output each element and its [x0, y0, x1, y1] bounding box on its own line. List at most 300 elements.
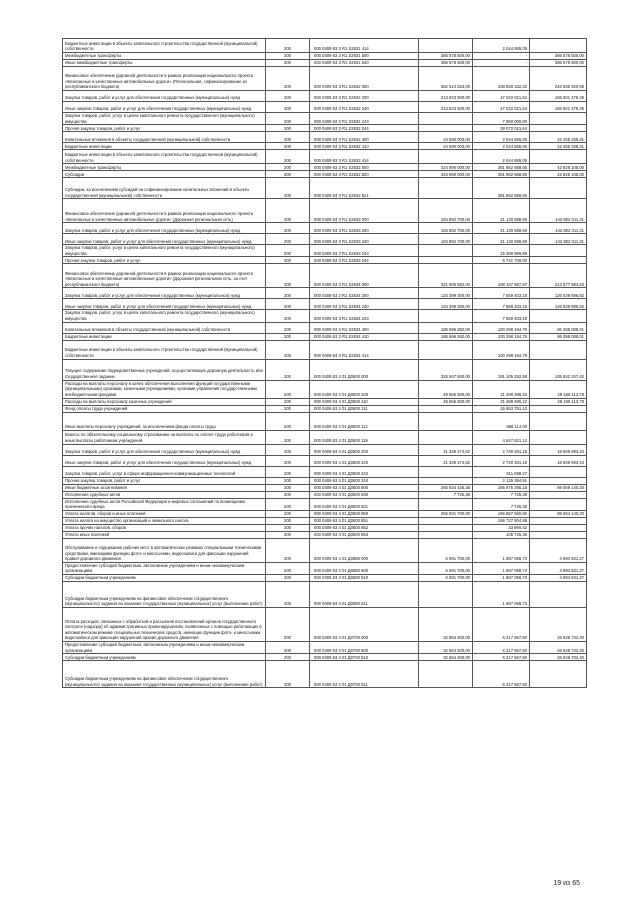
cell-approved-amount: 163 892 700,00	[419, 234, 473, 245]
cell-name: Уплата иных платежей	[63, 531, 266, 538]
cell-name: Межбюджетные трансферты	[63, 53, 266, 60]
budget-execution-table	[62, 38, 587, 688]
cell-name: Закупка товаров, работ и услуг для обеспечения государственных (муниципальных) нужд	[63, 444, 266, 455]
cell-name: Закупка товаров, работ и услуг для обеспечения государственных (муниципальных) нужд	[63, 223, 266, 234]
cell-classification-code: 000 0409 63 4 01 Д0580 000	[310, 538, 419, 562]
cell-line-code: 200	[266, 223, 310, 234]
cell-classification-code: 000 0409 63 4 01 Д0700 610	[310, 654, 419, 661]
cell-approved-amount	[419, 340, 473, 359]
cell-approved-amount: 6 691 700,00	[419, 538, 473, 562]
cell-name: Исполнение судебных актов	[63, 491, 266, 498]
table-row	[63, 398, 587, 405]
cell-approved-amount: 49 655 600,00	[419, 380, 473, 398]
cell-remaining-amount: 4 994 631,27	[530, 574, 587, 581]
cell-line-code: 200	[266, 234, 310, 245]
table-row	[63, 581, 587, 607]
cell-remaining-amount: 126 539 896,82	[530, 299, 587, 310]
table-row	[63, 340, 587, 359]
cell-remaining-amount	[530, 477, 587, 484]
cell-classification-code: 000 0409 63 3 R1 S2632 200	[310, 91, 419, 102]
cell-classification-code: 000 0409 63 4 01 Д0580 611	[310, 581, 419, 607]
cell-line-code: 200	[266, 405, 310, 412]
cell-name: Иные межбюджетные трансферты	[63, 60, 266, 67]
cell-executed-amount: 438 828 332,32	[473, 67, 530, 91]
table-row	[63, 125, 587, 132]
cell-remaining-amount	[530, 150, 587, 164]
cell-remaining-amount: 142 802 011,31	[530, 234, 587, 245]
cell-name: Капитальные вложения в объекты государственной (муниципальной) собственности	[63, 322, 266, 333]
table-row	[63, 102, 587, 113]
cell-remaining-amount	[530, 245, 587, 257]
table-row	[63, 257, 587, 264]
cell-executed-amount: 21 130 688,69	[473, 234, 530, 245]
cell-name: Закупка товаров, работ и услуг для обеспечения государственных (муниципальных) нужд	[63, 91, 266, 102]
cell-name: Субсидии бюджетным учреждениям на финансовое обеспечение государственного (муниципального) задания на оказание государственных (муниципальных) услуг (выполнение работ)	[63, 581, 266, 607]
cell-classification-code: 000 0409 63 3 R1 S2632 410	[310, 143, 419, 150]
cell-classification-code: 000 0409 63 4 01 Д0700 611	[310, 661, 419, 688]
cell-name: Закупка товаров, работ, услуг в целях капитального ремонта государственного (муниципального) имущества	[63, 310, 266, 322]
cell-name: Иные закупки товаров, работ и услуг для обеспечения государственных (муниципальных) нужд	[63, 102, 266, 113]
cell-remaining-amount: 89 059 140,20	[530, 484, 587, 491]
cell-remaining-amount: 26 546 732,40	[530, 607, 587, 641]
cell-approved-amount: 163 892 700,00	[419, 223, 473, 234]
cell-name: Расходы на выплаты персоналу казенных учреждений	[63, 398, 266, 405]
cell-classification-code: 000 0409 63 3 R1 S2634 414	[310, 340, 419, 359]
cell-executed-amount: 105 725,36	[473, 531, 530, 538]
cell-classification-code: 000 0409 63 3 R1 S2634 240	[310, 299, 419, 310]
cell-executed-amount: 611 088,27	[473, 466, 530, 477]
table-row	[63, 67, 587, 91]
cell-line-code: 200	[266, 538, 310, 562]
table-row	[63, 288, 587, 299]
cell-executed-amount: 15 953 751,13	[473, 405, 530, 412]
cell-line-code: 200	[266, 466, 310, 477]
cell-remaining-amount: 4 994 631,27	[530, 538, 587, 562]
cell-line-code: 200	[266, 150, 310, 164]
cell-remaining-amount: 4 994 631,27	[530, 562, 587, 574]
cell-remaining-amount: 166 601 478,36	[530, 102, 587, 113]
table-row	[63, 531, 587, 538]
cell-name: Субсидии бюджетным учреждениям на финансовое обеспечение государственного (муниципального) задания на оказание государственных (муниципальных) услуг (выполнение работ)	[63, 661, 266, 688]
cell-approved-amount	[419, 524, 473, 531]
cell-executed-amount: 1 687 068,73	[473, 581, 530, 607]
cell-line-code: 200	[266, 380, 310, 398]
cell-remaining-amount	[530, 310, 587, 322]
cell-approved-amount	[419, 498, 473, 510]
cell-remaining-amount: 126 539 896,82	[530, 288, 587, 299]
cell-line-code: 200	[266, 430, 310, 444]
cell-line-code: 200	[266, 125, 310, 132]
cell-name: Закупка товаров, работ, услуг в сфере информационно-коммуникационных технологий	[63, 466, 266, 477]
cell-line-code: 200	[266, 581, 310, 607]
cell-executed-amount: 47 022 021,64	[473, 91, 530, 102]
cell-executed-amount: 6 317 667,60	[473, 654, 530, 661]
cell-executed-amount: 15 388 969,89	[473, 245, 530, 257]
cell-classification-code: 000 0409 63 4 01 Д0500 100	[310, 380, 419, 398]
cell-line-code: 200	[266, 444, 310, 455]
cell-approved-amount: 134 399 300,00	[419, 299, 473, 310]
cell-approved-amount: 32 864 400,00	[419, 641, 473, 653]
cell-approved-amount	[419, 517, 473, 524]
cell-name: Прочая закупка товаров, работ и услуг	[63, 477, 266, 484]
cell-remaining-amount: 135 842 247,42	[530, 359, 587, 380]
cell-name: Иные выплаты персоналу учреждений, за исключением фонда оплаты труда	[63, 412, 266, 430]
cell-executed-amount: 2 044 665,05	[473, 39, 530, 53]
table-row	[63, 455, 587, 466]
cell-classification-code: 000 0409 63 3 R1 S2634 200	[310, 288, 419, 299]
cell-executed-amount: 381 862 658,65	[473, 164, 530, 171]
cell-line-code: 200	[266, 199, 310, 223]
cell-classification-code: 000 0409 63 4 01 Д0700 600	[310, 641, 419, 653]
cell-remaining-amount	[530, 405, 587, 412]
table-row	[63, 333, 587, 340]
cell-line-code: 200	[266, 67, 310, 91]
cell-classification-code: 000 0409 63 4 01 Д0500 119	[310, 430, 419, 444]
cell-name: Предоставление субсидий бюджетным, автономным учреждениям и иным некоммерческим организациям	[63, 562, 266, 574]
cell-approved-amount	[419, 245, 473, 257]
cell-remaining-amount: 386 578 500,00	[530, 53, 587, 60]
cell-remaining-amount: 42 828 105,00	[530, 171, 587, 178]
page-number: 19 из 65	[553, 880, 580, 887]
cell-approved-amount	[419, 531, 473, 538]
table-row	[63, 562, 587, 574]
cell-remaining-amount: 22 455 338,31	[530, 143, 587, 150]
cell-remaining-amount: 243 685 920,68	[530, 67, 587, 91]
cell-classification-code: 000 0409 63 4 01 Д0500 852	[310, 524, 419, 531]
table-row	[63, 430, 587, 444]
cell-name: Финансовое обеспечение дорожной деятельности в рамках реализации национального проекта «Безопасные и качественные автомобильные дороги» (Дорожная региональная сеть)	[63, 199, 266, 223]
cell-approved-amount: 682 514 253,00	[419, 67, 473, 91]
cell-approved-amount	[419, 661, 473, 688]
cell-approved-amount	[419, 257, 473, 264]
cell-line-code: 200	[266, 245, 310, 257]
table-row	[63, 223, 587, 234]
cell-approved-amount: 386 578 500,00	[419, 60, 473, 67]
cell-line-code: 200	[266, 340, 310, 359]
cell-executed-amount: 166 867 560,80	[473, 510, 530, 517]
cell-line-code: 200	[266, 412, 310, 430]
cell-executed-amount: 6 317 667,60	[473, 641, 530, 653]
cell-classification-code: 000 0409 63 3 R1 S2633 240	[310, 234, 419, 245]
cell-executed-amount: 166 727 804,88	[473, 517, 530, 524]
cell-classification-code: 000 0409 63 3 R1 S2632 414	[310, 150, 419, 164]
cell-line-code: 200	[266, 359, 310, 380]
cell-line-code: 200	[266, 484, 310, 491]
cell-classification-code: 000 0409 63 4 01 Д0500 831	[310, 498, 419, 510]
cell-classification-code: 000 0409 63 4 01 Д0500 853	[310, 531, 419, 538]
cell-line-code: 200	[266, 531, 310, 538]
table-row	[63, 171, 587, 178]
table-row	[63, 607, 587, 641]
cell-line-code: 200	[266, 498, 310, 510]
cell-classification-code: 000 0409 63 4 01 Д0500 830	[310, 491, 419, 498]
cell-line-code: 200	[266, 607, 310, 641]
cell-line-code: 200	[266, 164, 310, 171]
cell-approved-amount: 163 892 700,00	[419, 199, 473, 223]
table-row	[63, 477, 587, 484]
cell-name: Капитальные вложения в объекты государственной (муниципальной) собственности	[63, 132, 266, 143]
cell-executed-amount: -	[473, 60, 530, 67]
cell-executed-amount: 1 687 068,73	[473, 562, 530, 574]
table-row	[63, 164, 587, 171]
cell-approved-amount	[419, 477, 473, 484]
table-row	[63, 143, 587, 150]
table-row	[63, 661, 587, 688]
table-row	[63, 405, 587, 412]
cell-classification-code: 000 0409 63 3 R1 S2634 410	[310, 333, 419, 340]
cell-classification-code: 000 0409 63 3 R1 S2634 000	[310, 264, 419, 288]
cell-approved-amount: 321 695 582,00	[419, 264, 473, 288]
cell-remaining-amount	[530, 412, 587, 430]
cell-name: Субсидии бюджетным учреждениям	[63, 574, 266, 581]
cell-name: Иные закупки товаров, работ и услуг для обеспечения государственных (муниципальных) нужд	[63, 455, 266, 466]
table-row	[63, 234, 587, 245]
cell-executed-amount: 6 317 667,60	[473, 661, 530, 688]
cell-approved-amount: 32 864 400,00	[419, 654, 473, 661]
cell-remaining-amount: 386 578 500,00	[530, 60, 587, 67]
cell-line-code: 200	[266, 132, 310, 143]
cell-name: Фонд оплаты труда учреждений	[63, 405, 266, 412]
cell-approved-amount	[419, 466, 473, 477]
cell-classification-code: 000 0409 63 4 01 Д0500 242	[310, 466, 419, 477]
cell-approved-amount: 6 691 700,00	[419, 574, 473, 581]
cell-executed-amount: 4 647 621,12	[473, 430, 530, 444]
table-row	[63, 517, 587, 524]
cell-approved-amount: 24 590 003,00	[419, 132, 473, 143]
cell-executed-amount: -	[473, 53, 530, 60]
cell-name: Расходы на выплаты персоналу в целях обеспечения выполнения функций государственными (муниципальными) органами, казенными учреждениями, органами управления государственными внебюджетными фондами	[63, 380, 266, 398]
cell-remaining-amount	[530, 531, 587, 538]
cell-name: Прочая закупка товаров, работ и услуг	[63, 257, 266, 264]
cell-remaining-amount: 26 546 732,40	[530, 641, 587, 653]
cell-line-code: 200	[266, 322, 310, 333]
table-row	[63, 380, 587, 398]
cell-executed-amount: 7 859 403,18	[473, 310, 530, 322]
cell-remaining-amount: 142 802 011,31	[530, 199, 587, 223]
cell-executed-amount: 5 741 709,00	[473, 257, 530, 264]
cell-approved-amount: 49 655 600,00	[419, 398, 473, 405]
cell-executed-amount: 39 072 021,64	[473, 125, 530, 132]
table-row	[63, 264, 587, 288]
cell-classification-code: 000 0409 63 4 01 Д0500 112	[310, 412, 419, 430]
cell-line-code: 200	[266, 333, 310, 340]
cell-executed-amount: 6 317 667,60	[473, 607, 530, 641]
cell-line-code: 200	[266, 102, 310, 113]
cell-line-code: 200	[266, 398, 310, 405]
cell-approved-amount: 6 691 700,00	[419, 562, 473, 574]
cell-remaining-amount: 28 166 113,78	[530, 398, 587, 405]
cell-approved-amount	[419, 405, 473, 412]
table-row	[63, 524, 587, 531]
cell-name: Субсидии, за исключением субсидий на софинансирование капитальных вложений в объекты государственной (муниципальной) собственности	[63, 178, 266, 199]
cell-classification-code: 000 0409 63 4 01 Д0500 200	[310, 444, 419, 455]
cell-line-code: 200	[266, 113, 310, 125]
cell-remaining-amount	[530, 517, 587, 524]
cell-classification-code: 000 0409 63 4 01 Д0500 240	[310, 455, 419, 466]
cell-executed-amount: 21 130 688,69	[473, 199, 530, 223]
cell-remaining-amount	[530, 524, 587, 531]
cell-classification-code: 000 0409 63 3 R1 S2631 540	[310, 60, 419, 67]
cell-remaining-amount	[530, 340, 587, 359]
cell-approved-amount: 7 725,38	[419, 491, 473, 498]
cell-classification-code: 000 0409 63 4 01 Д0700 000	[310, 607, 419, 641]
table-row	[63, 444, 587, 455]
cell-approved-amount: 213 623 500,00	[419, 102, 473, 113]
cell-approved-amount	[419, 430, 473, 444]
cell-classification-code: 000 0409 63 4 01 Д0500 110	[310, 398, 419, 405]
cell-line-code: 200	[266, 641, 310, 653]
table-row	[63, 310, 587, 322]
cell-line-code: 200	[266, 455, 310, 466]
cell-name: Субсидии бюджетным учреждениям	[63, 654, 266, 661]
cell-approved-amount: 24 590 003,00	[419, 143, 473, 150]
cell-approved-amount	[419, 39, 473, 53]
cell-approved-amount: 326 947 500,00	[419, 359, 473, 380]
cell-executed-amount: 2 044 665,05	[473, 150, 530, 164]
cell-remaining-amount: 142 802 011,31	[530, 223, 587, 234]
cell-remaining-amount	[530, 661, 587, 688]
table-row	[63, 53, 587, 60]
cell-remaining-amount	[530, 39, 587, 53]
cell-executed-amount: 33 960,42	[473, 524, 530, 531]
cell-name: Финансовое обеспечение дорожной деятельности в рамках реализации национального проекта «Безопасные и качественные автомобильные дороги» (Дорожная региональная сеть, за счет республиканского бюджета)	[63, 264, 266, 288]
cell-line-code: 200	[266, 299, 310, 310]
cell-line-code: 200	[266, 39, 310, 53]
cell-classification-code: 000 0409 63 3 R1 S2632 244	[310, 125, 419, 132]
cell-remaining-amount: 86 398 088,01	[530, 322, 587, 333]
table-row	[63, 359, 587, 380]
cell-remaining-amount: 26 546 732,40	[530, 654, 587, 661]
cell-name: Бюджетные инвестиции в объекты капитального строительства государственной (муниципальной) собственности	[63, 39, 266, 53]
cell-name: Закупка товаров, работ, услуг в целях капитального ремонта государственного (муниципального) имущества	[63, 113, 266, 125]
cell-executed-amount: 7 950 000,00	[473, 113, 530, 125]
cell-name: Бюджетные инвестиции в объекты капитального строительства государственной (муниципальной) собственности	[63, 340, 266, 359]
cell-line-code: 200	[266, 477, 310, 484]
cell-executed-amount: 1 687 068,73	[473, 538, 530, 562]
cell-approved-amount: 134 399 300,00	[419, 288, 473, 299]
cell-classification-code: 000 0409 63 4 01 Д0500 851	[310, 517, 419, 524]
cell-classification-code: 000 0409 63 3 R1 S2631 414	[310, 39, 419, 53]
cell-classification-code: 000 0409 63 3 R1 S2632 240	[310, 102, 419, 113]
cell-name: Предоставление субсидий бюджетным, автономным учреждениям и иным некоммерческим организациям	[63, 641, 266, 653]
cell-remaining-amount	[530, 581, 587, 607]
cell-line-code: 200	[266, 178, 310, 199]
cell-executed-amount: 7 725,38	[473, 498, 530, 510]
table-row	[63, 178, 587, 199]
cell-classification-code: 000 0409 63 3 R1 S2633 000	[310, 199, 419, 223]
cell-line-code: 200	[266, 143, 310, 150]
cell-approved-amount	[419, 150, 473, 164]
cell-approved-amount	[419, 310, 473, 322]
cell-approved-amount: 21 349 474,62	[419, 444, 473, 455]
table-row	[63, 412, 587, 430]
cell-executed-amount: 888 114,00	[473, 412, 530, 430]
table-row	[63, 498, 587, 510]
cell-executed-amount: 100 298 194,79	[473, 322, 530, 333]
cell-classification-code: 000 0409 63 3 R1 S2633 243	[310, 245, 419, 257]
cell-name: Иные закупки товаров, работ и услуг для обеспечения государственных (муниципальных) нужд	[63, 234, 266, 245]
cell-executed-amount: 7 859 403,18	[473, 299, 530, 310]
cell-executed-amount: 2 044 665,05	[473, 143, 530, 150]
cell-executed-amount: 108 157 867,87	[473, 264, 530, 288]
cell-approved-amount: 386 578 500,00	[419, 53, 473, 60]
cell-remaining-amount: 86 398 088,01	[530, 333, 587, 340]
cell-classification-code: 000 0409 63 4 01 Д0500 850	[310, 510, 419, 517]
cell-name: Закупка товаров, работ, услуг в целях капитального ремонта государственного (муниципального) имущества	[63, 245, 266, 257]
cell-approved-amount: 255 934 425,38	[419, 484, 473, 491]
cell-line-code: 200	[266, 310, 310, 322]
cell-remaining-amount: 166 601 478,36	[530, 91, 587, 102]
table-row	[63, 574, 587, 581]
cell-approved-amount: 32 864 400,00	[419, 607, 473, 641]
cell-line-code: 200	[266, 60, 310, 67]
cell-executed-amount: 7 859 403,18	[473, 288, 530, 299]
cell-line-code: 200	[266, 171, 310, 178]
cell-line-code: 200	[266, 654, 310, 661]
cell-line-code: 200	[266, 91, 310, 102]
cell-name: Текущее содержание подведомственных учреждений, осуществляющих дорожную деятельность или государственное задание	[63, 359, 266, 380]
table-row	[63, 199, 587, 223]
cell-executed-amount: 100 298 194,79	[473, 333, 530, 340]
cell-remaining-amount: 18 608 993,44	[530, 444, 587, 455]
table-row	[63, 113, 587, 125]
cell-approved-amount: 21 349 474,62	[419, 455, 473, 466]
cell-executed-amount: 1 687 068,73	[473, 574, 530, 581]
cell-name: Уплата налогов, сборов и иных платежей	[63, 510, 266, 517]
cell-name: Исполнение судебных актов Российской Федерации и мировых соглашений по возмещению причиненного вреда	[63, 498, 266, 510]
cell-remaining-amount: 42 828 105,00	[530, 164, 587, 171]
cell-approved-amount: 213 623 500,00	[419, 91, 473, 102]
cell-remaining-amount	[530, 257, 587, 264]
cell-remaining-amount	[530, 125, 587, 132]
cell-approved-amount: 255 931 700,00	[419, 510, 473, 517]
cell-name: Субсидии	[63, 171, 266, 178]
cell-approved-amount: 424 890 000,00	[419, 171, 473, 178]
cell-classification-code: 000 0409 63 3 R1 S2634 243	[310, 310, 419, 322]
cell-name: Иные бюджетные ассигнования	[63, 484, 266, 491]
table-row	[63, 245, 587, 257]
cell-executed-amount: 21 489 486,22	[473, 380, 530, 398]
cell-classification-code: 000 0409 63 4 01 Д0580 600	[310, 562, 419, 574]
cell-approved-amount	[419, 412, 473, 430]
cell-executed-amount: 2 129 394,91	[473, 477, 530, 484]
cell-executed-amount: 21 130 688,69	[473, 223, 530, 234]
cell-line-code: 200	[266, 264, 310, 288]
cell-classification-code: 000 0409 63 3 R1 S2632 400	[310, 132, 419, 143]
cell-classification-code: 000 0409 63 3 R1 S2632 520	[310, 171, 419, 178]
table-row	[63, 322, 587, 333]
cell-name: Межбюджетные трансферты	[63, 164, 266, 171]
cell-remaining-amount	[530, 113, 587, 125]
cell-executed-amount: 2 044 665,05	[473, 132, 530, 143]
cell-classification-code: 000 0409 63 3 R1 S2632 500	[310, 164, 419, 171]
cell-line-code: 200	[266, 257, 310, 264]
cell-line-code: 200	[266, 661, 310, 688]
cell-remaining-amount: 28 166 113,78	[530, 380, 587, 398]
cell-classification-code: 000 0409 63 3 R1 S2633 200	[310, 223, 419, 234]
table-row	[63, 60, 587, 67]
table-row	[63, 132, 587, 143]
cell-classification-code: 000 0409 63 4 01 Д0580 610	[310, 574, 419, 581]
cell-name: Оплата расходов, связанных с обработкой и рассылкой постановлений органов государственного контроля (надзора) об административных правонарушениях, выявленных с помощью работающих в автоматическом режиме специальных технических средств, имеющих функции фото- и киносъемки, видеозаписи для фиксации нарушений правил дорожного движения	[63, 607, 266, 641]
cell-approved-amount: 186 696 282,00	[419, 333, 473, 340]
table-row	[63, 491, 587, 498]
table-row	[63, 510, 587, 517]
cell-approved-amount: 424 890 000,00	[419, 164, 473, 171]
cell-line-code: 200	[266, 288, 310, 299]
cell-line-code: 200	[266, 524, 310, 531]
cell-name: Уплата налога на имущество организаций и земельного налога	[63, 517, 266, 524]
